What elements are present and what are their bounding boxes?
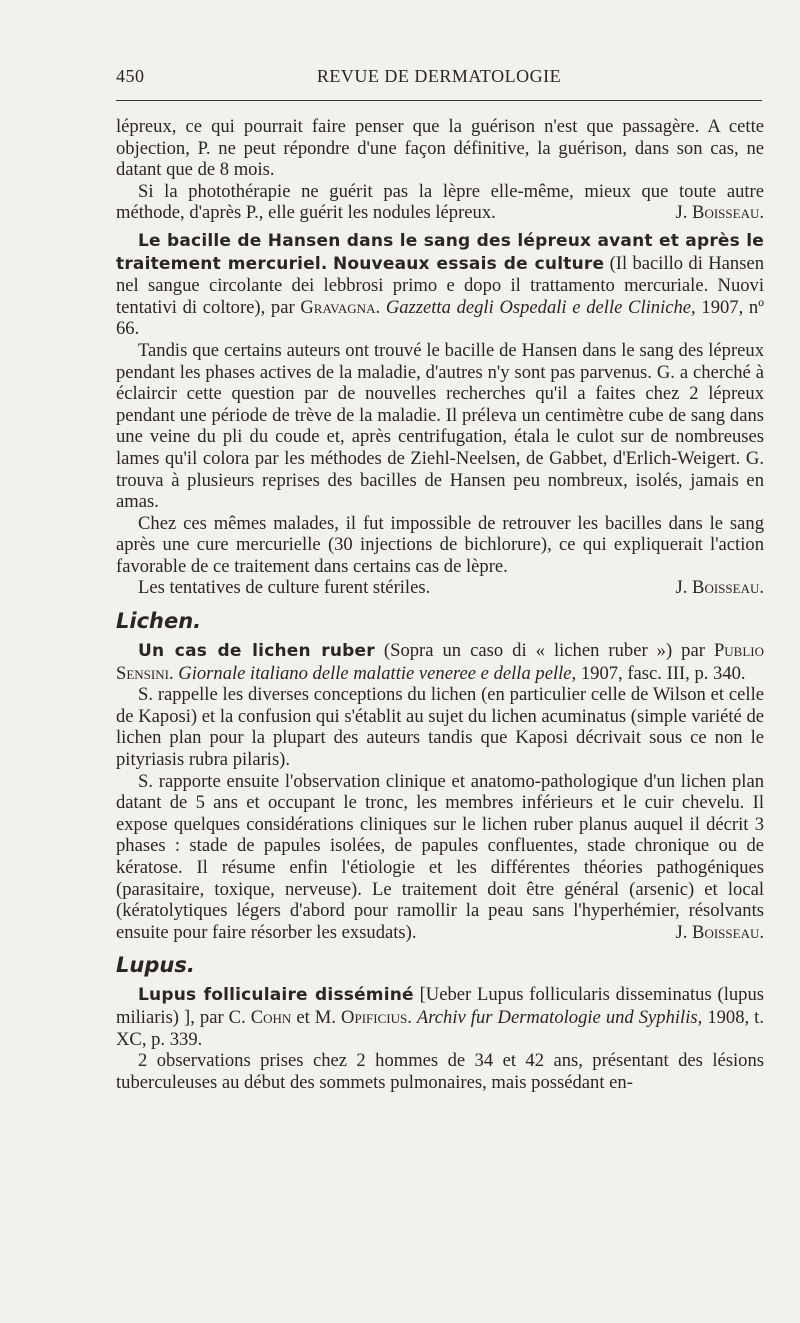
- art4-author-1: Cohn: [250, 1006, 292, 1028]
- art2-author: Gravagna.: [300, 296, 381, 318]
- art4-reference-mid: et M.: [296, 1006, 336, 1028]
- art4-heading: [116, 984, 764, 1050]
- art3-paragraph-1: S. rappelle les diverses conceptions du lichen (en particulier celle de Wilson et celle de Kaposi) et la confusion qui s'établit au sujet du lichen acuminatus (simple variété de lichen plan pour la plupart des auteurs tandis que Kaposi décrivait sous ce non le pityriasis rubra pilaris).: [116, 684, 764, 771]
- art4-author-2: Opificius.: [341, 1006, 412, 1028]
- art3-signature: J. Boisseau.: [675, 921, 764, 943]
- art2-reference-end: 1907, nº 66.: [116, 296, 764, 340]
- section-heading-lichen: Lichen.: [116, 609, 202, 634]
- art4-title: Lupus folliculaire disséminé: [138, 985, 414, 1006]
- art2-subtitle: Nouveaux essais de culture: [332, 253, 605, 274]
- art4-paragraph-1: 2 observations prises chez 2 hommes de 34 et 42 ans, présentant des lésions tuberculeuses au début des sommets pulmonaires, mais possédant en-: [116, 1050, 764, 1093]
- page-number: 450: [116, 66, 145, 86]
- art1-paragraph-2: [116, 181, 764, 224]
- page-body: [116, 116, 764, 1093]
- art3-paragraph-2-text: S. rapporte ensuite l'observation clinique et anatomo-pathologique d'un lichen plan datant de 5 ans et occupant le tronc, les membres inférieurs et le cuir chevelu. Il expose quelques considérations cliniques sur le lichen ruber planus auquel il décrit 3 phases : stade de papules isolées, de papules confluentes, stade chronique ou de kératose. Il résume enfin l'étiologie et les différentes théories pathogéniques (parasitaire, toxique, nerveuse). Le traitement doit être général (arsenic) et local (kératolytiques légers d'abord pour ramollir la peau sans l'hyperhémier, résolvants ensuite pour faire résorber les exsudats).: [116, 770, 764, 943]
- header-rule: [116, 100, 762, 101]
- section-heading-lupus: Lupus.: [116, 953, 195, 978]
- art3-reference: (Sopra un caso di « lichen ruber ») par: [383, 640, 705, 662]
- art2-journal: Gazzetta degli Ospedali e delle Cliniche,: [385, 296, 696, 318]
- art4-reference: [Ueber Lupus follicularis disseminatus (lupus miliaris) ], par C.: [116, 984, 764, 1028]
- art2-title: Le bacille de Hansen dans le sang des lépreux avant et après le traitement mercuriel.: [116, 230, 764, 274]
- art3-heading: [116, 640, 764, 684]
- art3-journal: Giornale italiano delle malattie veneree e della pelle,: [178, 662, 577, 684]
- art4-journal: Archiv fur Dermatologie und Syphilis,: [416, 1006, 703, 1028]
- art2-paragraph-1: Tandis que certains auteurs ont trouvé le bacille de Hansen dans le sang des lépreux pendant les phases actives de la maladie, d'autres n'y sont pas parvenus. G. a cherché à éclaircir cette question par de nouvelles recherches qu'il a faites chez 2 lépreux pendant une période de trève de la maladie. Il préleva un centimètre cube de sang dans une veine du pli du coude et, après centrifugation, étala le culot sur de nombreuses lames qu'il colora par les méthodes de Ziehl-Neelsen, de Gabbet, d'Erlich-Weigert. G. trouva à plusieurs reprises des bacilles de Hansen peu nombreux, isolés, jamais en amas.: [116, 339, 764, 513]
- art2-heading: [116, 230, 764, 340]
- art3-author: Publio Sensini.: [116, 640, 765, 684]
- art2-reference: (Il bacillo di Hansen nel sangue circolante dei lebbrosi primo e dopo il trattamento mercuriale. Nuovi tentativi di coltore), par: [116, 252, 765, 318]
- art1-signature: J. Boisseau.: [675, 202, 764, 224]
- art3-paragraph-2: [116, 771, 764, 944]
- art2-paragraph-3: [116, 577, 764, 599]
- art1-paragraph-1: lépreux, ce qui pourrait faire penser que la guérison n'est que passagère. A cette objection, P. ne peut répondre d'une façon définitive, la guérison, dans son cas, ne datant que de 8 mois.: [116, 116, 764, 181]
- art2-signature: J. Boisseau.: [675, 577, 764, 599]
- running-header: [116, 66, 762, 92]
- art1-paragraph-2-text: Si la photothérapie ne guérit pas la lèpre elle-même, mieux que toute autre méthode, d'après P., elle guérit les nodules lépreux.: [116, 180, 764, 224]
- art4-reference-end: 1908, t. XC, p. 339.: [116, 1006, 764, 1050]
- art2-paragraph-2: Chez ces mêmes malades, il fut impossible de retrouver les bacilles dans le sang après une cure mercurielle (30 injections de bichlorure), ce qui expliquerait l'action favorable de ce traitement dans certains cas de lèpre.: [116, 512, 764, 577]
- running-title: REVUE DE DERMATOLOGIE: [316, 66, 562, 86]
- art3-reference-end: 1907, fasc. III, p. 340.: [580, 662, 746, 684]
- art2-paragraph-3-text: Les tentatives de culture furent stériles.: [138, 577, 431, 599]
- art3-title: Un cas de lichen ruber: [138, 641, 375, 662]
